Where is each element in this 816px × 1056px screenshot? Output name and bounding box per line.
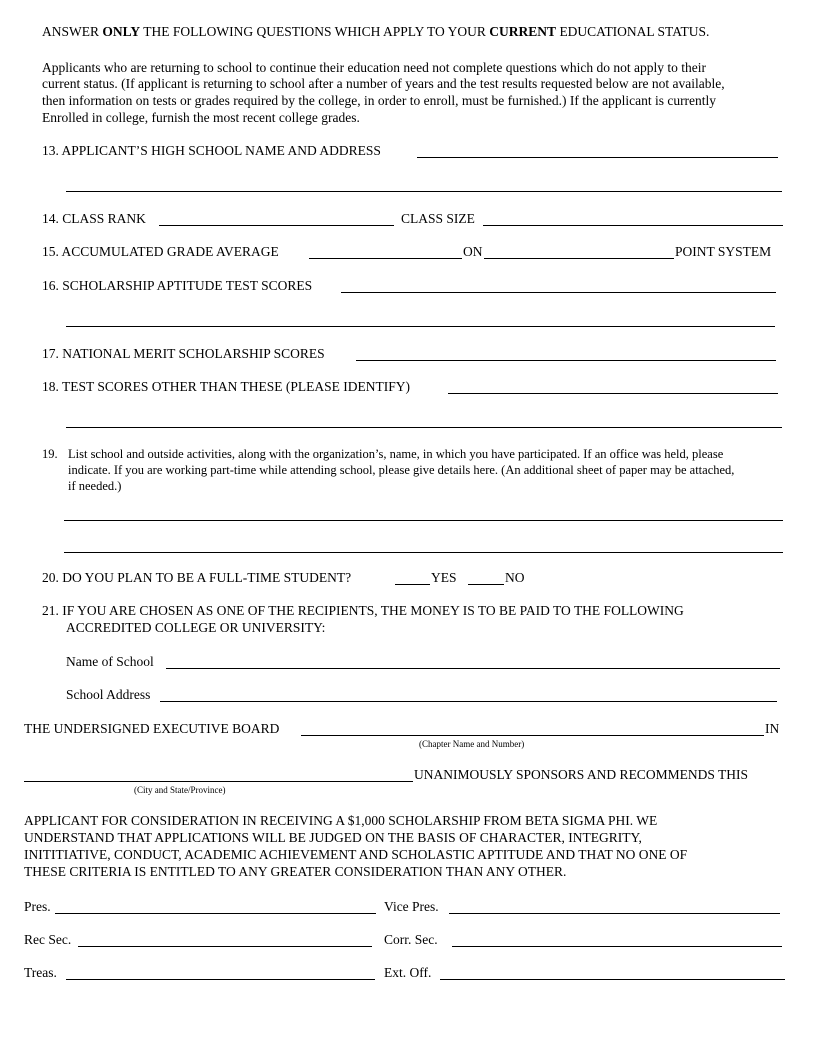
activities-line-1[interactable] [64, 520, 783, 521]
pres-signature-line[interactable] [55, 913, 376, 914]
intro-line-1: Applicants who are returning to school to continue their education need not complete questions which do not apply to their [42, 60, 706, 75]
q13-answer-line-2[interactable] [66, 191, 782, 192]
statement-line-2: UNDERSTAND THAT APPLICATIONS WILL BE JUDGED ON THE BASIS OF CHARACTER, INTEGRITY, [24, 830, 642, 845]
fulltime-no-line[interactable] [468, 584, 504, 585]
other-scores-line[interactable] [448, 393, 778, 394]
sat-scores-line-2[interactable] [66, 326, 775, 327]
school-name-line[interactable] [166, 668, 780, 669]
q18-label: 18. TEST SCORES OTHER THAN THESE (PLEASE IDENTIFY) [42, 379, 411, 394]
q19-line-3: if needed.) [68, 479, 122, 493]
merit-scores-line[interactable] [356, 360, 776, 361]
vice-pres-label: Vice Pres. [384, 899, 439, 914]
ext-off-label: Ext. Off. [384, 965, 432, 980]
corr-sec-signature-line[interactable] [452, 946, 782, 947]
activities-line-2[interactable] [64, 552, 783, 553]
instruction-prefix: ANSWER [42, 24, 103, 39]
q13-label: 13. APPLICANT’S HIGH SCHOOL NAME AND ADDRESS [42, 143, 381, 158]
vice-pres-signature-line[interactable] [449, 913, 780, 914]
chapter-caption: (Chapter Name and Number) [419, 739, 525, 749]
fulltime-yes-line[interactable] [395, 584, 430, 585]
q15-on-label: ON [463, 244, 483, 259]
q21-line-1: 21. IF YOU ARE CHOSEN AS ONE OF THE RECIPIENTS, THE MONEY IS TO BE PAID TO THE FOLLOWING [42, 603, 684, 618]
class-rank-line[interactable] [159, 225, 394, 226]
q14-rank-label: 14. CLASS RANK [42, 211, 146, 226]
statement-line-4: THESE CRITERIA IS ENTITLED TO ANY GREATER CONSIDERATION THAN ANY OTHER. [24, 864, 567, 879]
q17-label: 17. NATIONAL MERIT SCHOLARSHIP SCORES [42, 346, 325, 361]
other-scores-line-2[interactable] [66, 427, 782, 428]
q20-label: 20. DO YOU PLAN TO BE A FULL-TIME STUDENT? [42, 570, 352, 585]
q19-line-1: List school and outside activities, along with the organization’s, name, in which you have participated. If an office was held, please [68, 447, 724, 461]
q14-size-label: CLASS SIZE [401, 211, 475, 226]
city-caption: (City and State/Province) [134, 785, 226, 795]
rec-sec-label: Rec Sec. [24, 932, 72, 947]
chapter-name-line[interactable] [301, 735, 764, 736]
instruction-middle: THE FOLLOWING QUESTIONS WHICH APPLY TO YOUR [140, 24, 490, 39]
q20-yes-label: YES [431, 570, 457, 585]
pres-label: Pres. [24, 899, 51, 914]
treas-label: Treas. [24, 965, 57, 980]
instruction-suffix: EDUCATIONAL STATUS. [556, 24, 710, 39]
q15-avg-label: 15. ACCUMULATED GRADE AVERAGE [42, 244, 279, 259]
intro-line-2: current status. (If applicant is returning to school after a number of years and the test results requested below are not available, [42, 76, 725, 91]
q15-point-label: POINT SYSTEM [675, 244, 772, 259]
point-system-line[interactable] [484, 258, 674, 259]
q16-label: 16. SCHOLARSHIP APTITUDE TEST SCORES [42, 278, 313, 293]
grade-average-line[interactable] [309, 258, 462, 259]
corr-sec-label: Corr. Sec. [384, 932, 438, 947]
class-size-line[interactable] [483, 225, 783, 226]
sponsors-label: UNANIMOUSLY SPONSORS AND RECOMMENDS THIS [414, 767, 748, 782]
q13-answer-line[interactable] [417, 157, 778, 158]
intro-line-4: Enrolled in college, furnish the most recent college grades. [42, 110, 360, 125]
city-state-line[interactable] [24, 781, 413, 782]
treas-signature-line[interactable] [66, 979, 375, 980]
board-undersigned-label: THE UNDERSIGNED EXECUTIVE BOARD [24, 721, 280, 736]
statement-line-1: APPLICANT FOR CONSIDERATION IN RECEIVING A $1,000 SCHOLARSHIP FROM BETA SIGMA PHI. WE [24, 813, 658, 828]
rec-sec-signature-line[interactable] [78, 946, 372, 947]
school-address-label: School Address [66, 687, 151, 702]
ext-off-signature-line[interactable] [440, 979, 785, 980]
statement-line-3: INITITIATIVE, CONDUCT, ACADEMIC ACHIEVEMENT AND SCHOLASTIC APTITUDE AND THAT NO ONE OF [24, 847, 688, 862]
q19-line-2: indicate. If you are working part-time while attending school, please give details here. (An additional sheet of paper may be attached, [68, 463, 735, 477]
q20-no-label: NO [505, 570, 525, 585]
sat-scores-line[interactable] [341, 292, 776, 293]
board-in-label: IN [765, 721, 780, 736]
instruction-heading [42, 24, 709, 40]
intro-line-3: then information on tests or grades required by the college, in order to enroll, must be furnished.) If the applicant is currently [42, 93, 717, 108]
school-name-label: Name of School [66, 654, 154, 669]
school-address-line[interactable] [160, 701, 777, 702]
instruction-only-emphasis: ONLY [102, 24, 141, 39]
q21-line-2: ACCREDITED COLLEGE OR UNIVERSITY: [66, 620, 326, 635]
q19-number: 19. [42, 447, 58, 461]
instruction-current-emphasis: CURRENT [489, 24, 557, 39]
